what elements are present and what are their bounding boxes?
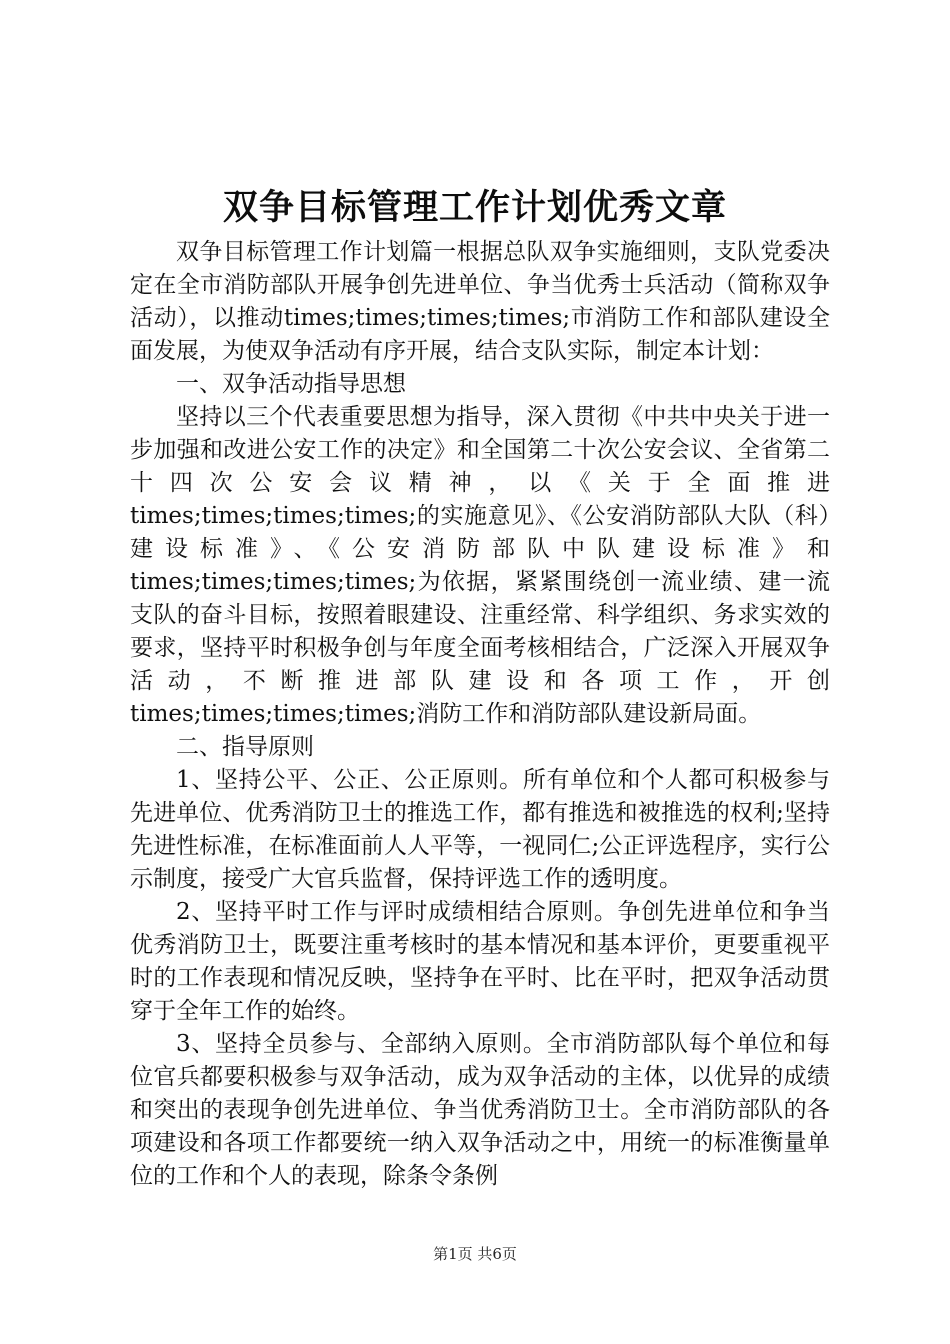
- principle-3-paragraph: 3、坚持全员参与、全部纳入原则。全市消防部队每个单位和每位官兵都要积极参与双争活动，成为双争活动的主体，以优异的成绩和突出的表现争创先进单位、争当优秀消防卫士。全市消防部队的各项建设和各项工作都要统一纳入双争活动之中，用统一的标准衡量单位的工作和个人的表现，除条令条例: [130, 1031, 830, 1189]
- section-heading-2: 二、指导原则: [176, 734, 314, 760]
- guiding-thought-paragraph: 坚持以三个代表重要思想为指导，深入贯彻《中共中央关于进一步加强和改进公安工作的决定》和全国第二十次公安会议、全省第二十四次公安会议精神，以《关于全面推进times;times;times;times;的实施意见》、《公安消防部队大队（科）建设标准》、《公安消防部队中队建设标准》和times;times;times;times;为依据，紧紧围绕创一流业绩、建一流支队的奋斗目标，按照着眼建设、注重经常、科学组织、务求实效的要求，坚持平时积极争创与年度全面考核相结合，广泛深入开展双争活动，不断推进部队建设和各项工作，开创times;times;times;times;消防工作和消防部队建设新局面。: [130, 404, 830, 727]
- document-body: [130, 236, 830, 1193]
- principle-2-paragraph: 2、坚持平时工作与评时成绩相结合原则。争创先进单位和争当优秀消防卫士，既要注重考核时的基本情况和基本评价，更要重视平时的工作表现和情况反映，坚持争在平时、比在平时，把双争活动贯穿于全年工作的始终。: [130, 899, 830, 1024]
- section-heading-1: 一、双争活动指导思想: [176, 371, 406, 397]
- intro-paragraph: 双争目标管理工作计划篇一根据总队双争实施细则，支队党委决定在全市消防部队开展争创先进单位、争当优秀士兵活动（简称双争活动），以推动times;times;times;times;市消防工作和部队建设全面发展，为使双争活动有序开展，结合支队实际，制定本计划：: [130, 239, 830, 364]
- page-footer: 第1页 共6页: [433, 1245, 517, 1263]
- principle-1-paragraph: 1、坚持公平、公正、公正原则。所有单位和个人都可积极参与先进单位、优秀消防卫士的推选工作，都有推选和被推选的权利;坚持先进性标准，在标准面前人人平等，一视同仁;公正评选程序，实行公示制度，接受广大官兵监督，保持评选工作的透明度。: [130, 767, 830, 892]
- document-title: 双争目标管理工作计划优秀文章: [222, 188, 727, 228]
